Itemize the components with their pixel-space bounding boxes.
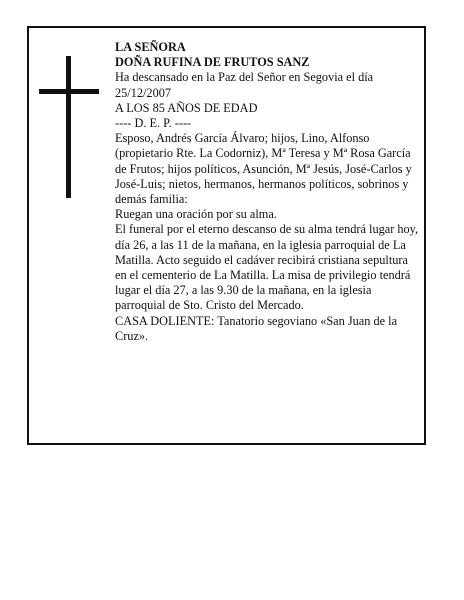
family-list: Esposo, Andrés García Álvaro; hijos, Lino, Alfonso (propietario Rte. La Codorniz), Mª Teresa y Mª Rosa García de Frutos; hijos políticos, Asunción, Mª Jesús, José-Carlos y José-Luis; nietos, hermanos, hermanos políticos, sobrinos y demás familia: bbox=[115, 131, 412, 207]
deceased-name: DOÑA RUFINA DE FRUTOS SANZ bbox=[115, 55, 310, 70]
passing-statement: Ha descansado en la Paz del Señor en Segovia el día 25/12/2007 bbox=[115, 70, 374, 100]
prayer-request: Ruegan una oración por su alma. bbox=[115, 207, 277, 222]
notice-title: LA SEÑORA bbox=[115, 40, 186, 54]
obituary-notice bbox=[27, 26, 426, 445]
cross-horizontal-bar bbox=[39, 89, 99, 94]
obituary-text bbox=[115, 40, 421, 344]
mourning-house: CASA DOLIENTE: Tanatorio segoviano «San Juan de la Cruz». bbox=[115, 313, 398, 343]
cross-vertical-bar bbox=[66, 56, 71, 198]
latin-cross-icon bbox=[39, 56, 99, 198]
age-statement: A LOS 85 AÑOS DE EDAD bbox=[115, 100, 258, 115]
rip-line: ---- D. E. P. ---- bbox=[115, 116, 192, 131]
funeral-details: El funeral por el eterno descanso de su alma tendrá lugar hoy, día 26, a las 11 de la mañana, en la iglesia parroquial de La Matilla. Acto seguido el cadáver recibirá cristiana sepultura en el cementerio de La Matilla. La misa de privilegio tendrá lugar el día 27, a las 9.30 de la mañana, en la iglesia parroquial de Sto. Cristo del Mercado. bbox=[115, 222, 419, 313]
